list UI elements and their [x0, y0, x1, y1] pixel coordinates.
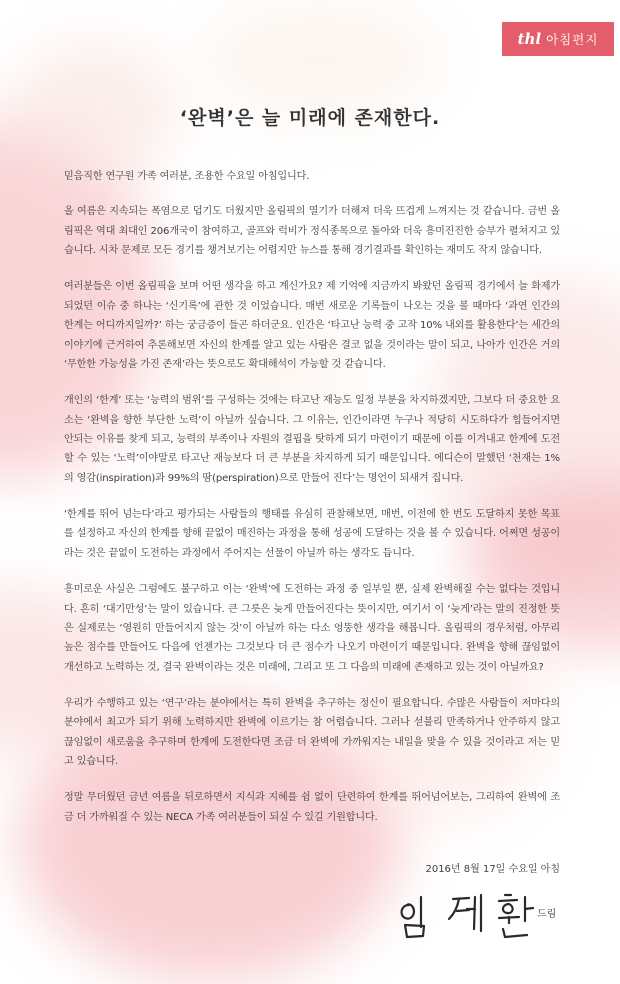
- logo-text: 아침편지: [546, 32, 599, 47]
- paragraph-2: 여러분들은 이번 올림픽을 보며 어떤 생각을 하고 계신가요? 제 기억에 지금까지 봐왔던 올림픽 경기에서 늘 화제가 되었던 이슈 중 하나는 ‘신기록’에 관한 것 이었습니다. 매번 새로운 기록들이 나오는 것을 볼 때마다 ‘과연 인간의 한계는 어디까지일까?’ 하는 궁금증이 들곤 하더군요. 인간은 ‘타고난 능력 중 고작 10% 내외를 활용한다’는 세간의 이야기에 근거하여 추론해보면 자신의 한계를 알고 있는 사람은 결코 없을 것이라는 말이 되고, 나아가 인간은 거의 ‘무한한 가능성을 가진 존재’라는 뜻으로도 확대해석이 가능할 것 같습니다.: [64, 281, 560, 371]
- letter-title: ‘완벽’은 늘 미래에 존재한다.: [179, 107, 441, 129]
- paragraph-3: 개인의 ‘한계’ 또는 ‘능력의 범위’를 구성하는 것에는 타고난 재능도 일정 부분을 차지하겠지만, 그보다 더 중요한 요소는 ‘완벽을 향한 부단한 노력’이 아닐까 싶습니다. 그 이유는, 인간이라면 누구나 적당히 시도하다가 힘들어지면 안되는 이유를 찾게 되고, 능력의 부족이나 자원의 결핍을 탓하게 되기 마련이기 때문에 이를 이겨내고 한계에 도전할 수 있는 ‘노력’이야말로 타고난 재능보다 더 큰 부분을 차지하게 되기 때문입니다. 에디슨이 말했던 ‘천재는 1%의 영감(inspiration)과 99%의 땀(perspiration)으로 만들어 진다’는 명언이 되새겨 집니다.: [64, 395, 560, 484]
- letter-body: [64, 167, 560, 844]
- paragraph-1: 올 여름은 지속되는 폭염으로 덥기도 더웠지만 올림픽의 열기가 더해져 더욱 뜨겁게 느껴지는 것 같습니다. 금번 올림픽은 역대 최대인 206개국이 참여하고, 골프와 럭비가 정식종목으로 돌아와 더욱 흥미진진한 승부가 펼쳐지고 있습니다. 시차 문제로 모든 경기를 챙겨보기는 어렵지만 뉴스를 통해 경기결과를 확인하는 재미도 작지 않습니다.: [64, 206, 560, 257]
- paragraph-4: ‘한계를 뛰어 넘는다’라고 평가되는 사람들의 행태를 유심히 관찰해보면, 매번, 이전에 한 번도 도달하지 못한 목표를 설정하고 자신의 한계를 향해 끝없이 매진하는 과정을 통해 성공에 도달하는 것을 볼 수 있습니다. 어쩌면 성공이라는 것은 끝없이 도전하는 과정에서 주어지는 선물이 아닐까 하는 생각도 듭니다.: [64, 509, 560, 559]
- paragraph-6: 우리가 수행하고 있는 ‘연구’라는 분야에서는 특히 완벽을 추구하는 정신이 필요합니다. 수많은 사람들이 저마다의 분야에서 최고가 되기 위해 노력하지만 완벽에 이르기는 참 어렵습니다. 그러나 섣불리 만족하거나 안주하지 않고 끊임없이 새로움을 추구하며 한계에 도전한다면 조금 더 완벽에 가까워지는 내일을 맞을 수 있을 것이라고 저는 믿고 있습니다.: [64, 697, 560, 768]
- paragraph-7: 정말 무더웠던 금년 여름을 뒤로하면서 지식과 지혜를 쉼 없이 단련하여 한계를 뛰어넘어보는, 그리하여 완벽에 조금 더 가까워질 수 있는 NECA 가족 여러분들이 되실 수 있길 기원합니다.: [64, 792, 560, 823]
- brand-logo: [502, 22, 614, 56]
- greeting: 믿음직한 연구원 가족 여러분, 조용한 수요일 아침입니다.: [64, 171, 310, 182]
- logo-mark: thl: [517, 30, 542, 48]
- paragraph-5: 흥미로운 사실은 그럼에도 불구하고 이는 ‘완벽’에 도전하는 과정 중 일부일 뿐, 실제 완벽해질 수는 없다는 것입니다. 흔히 ‘대기만성’는 말이 있습니다. 큰 그릇은 늦게 만들어진다는 뜻이지만, 여기서 이 ‘늦게’라는 말의 진정한 뜻은 실제로는 ‘영원히 만들어지지 않는 것’이 아닐까 하는 다소 엉뚱한 생각을 해봅니다. 올림픽의 경우처럼, 아무리 높은 점수를 만들어도 다음에 언젠가는 그것보다 더 큰 점수가 나오기 마련이기 때문입니다. 완벽을 향해 끊임없이 개선하고 노력하는 것, 결국 완벽이라는 것은 미래에, 그리고 또 그 다음의 미래에 존재하고 있는 것이 아닐까요?: [64, 584, 560, 673]
- letter-date: 2016년 8월 17일 수요일 아침: [425, 864, 560, 875]
- closing-word: 드림: [537, 909, 557, 920]
